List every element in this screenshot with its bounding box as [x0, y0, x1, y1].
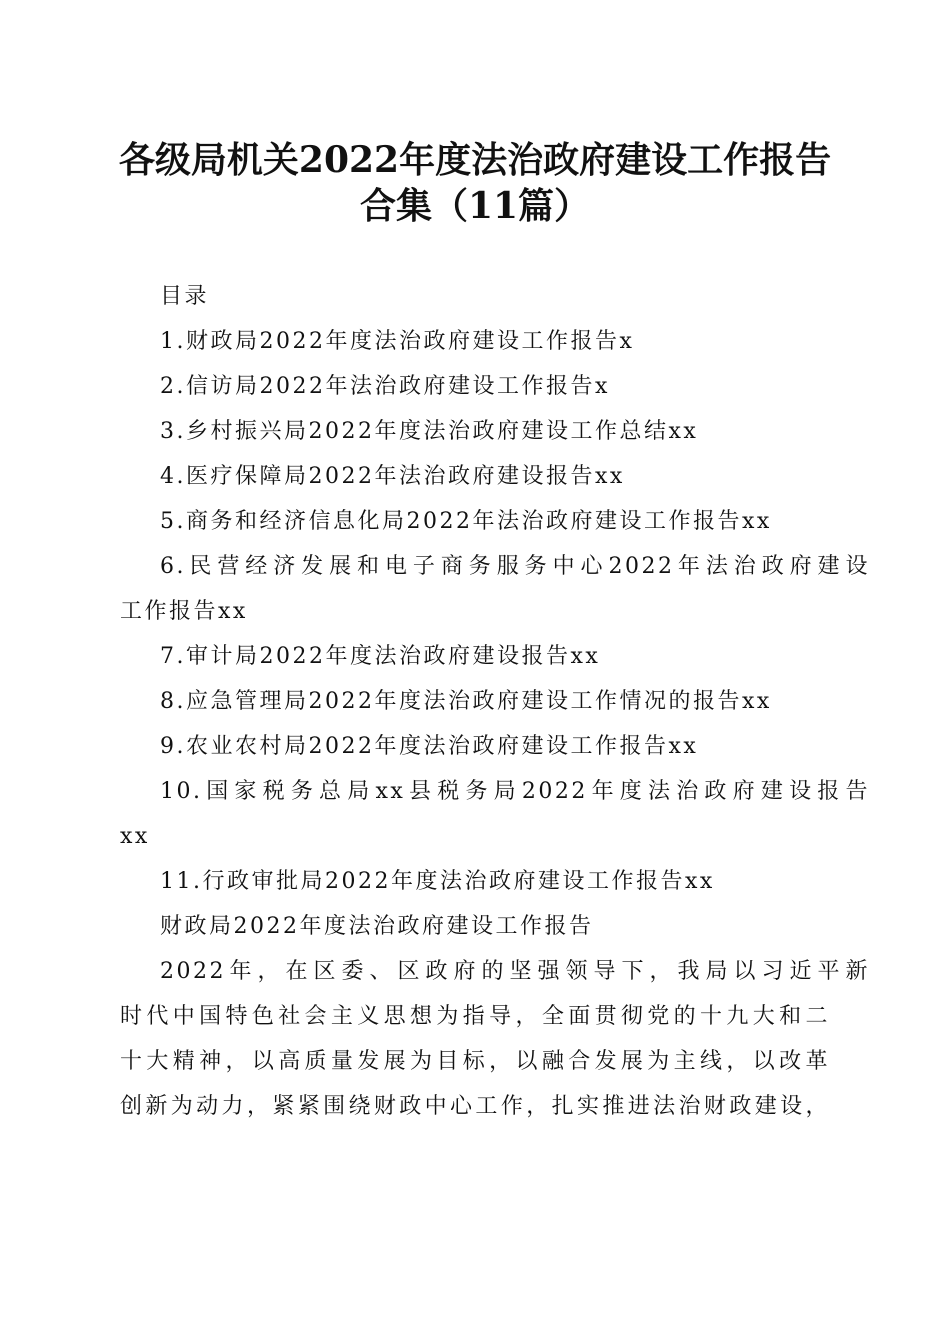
toc-item-10-continued: xx	[120, 824, 150, 849]
toc-item-5: 5.商务和经济信息化局2022年法治政府建设工作报告xx	[160, 509, 772, 534]
toc-item-10: 10.国家税务总局xx县税务局2022年度法治政府建设报告	[160, 779, 870, 804]
paragraph-line-3: 十大精神，以高质量发展为目标，以融合发展为主线，以改革	[120, 1049, 830, 1074]
document-title-line-1: 各级局机关2022年度法治政府建设工作报告	[118, 139, 832, 181]
toc-item-3: 3.乡村振兴局2022年度法治政府建设工作总结xx	[160, 419, 699, 444]
paragraph-line-1: 2022年，在区委、区政府的坚强领导下，我局以习近平新	[160, 959, 870, 984]
section-heading: 财政局2022年度法治政府建设工作报告	[160, 914, 594, 939]
paragraph-line-4: 创新为动力，紧紧围绕财政中心工作，扎实推进法治财政建设，	[120, 1094, 830, 1119]
toc-item-6: 6.民营经济发展和电子商务服务中心2022年法治政府建设	[160, 554, 870, 579]
paragraph-line-2: 时代中国特色社会主义思想为指导，全面贯彻党的十九大和二	[120, 1004, 830, 1029]
toc-item-9: 9.农业农村局2022年度法治政府建设工作报告xx	[160, 734, 699, 759]
toc-heading: 目录	[160, 284, 210, 309]
toc-item-6-continued: 工作报告xx	[120, 599, 248, 624]
toc-item-2: 2.信访局2022年法治政府建设工作报告x	[160, 374, 610, 399]
toc-item-8: 8.应急管理局2022年度法治政府建设工作情况的报告xx	[160, 689, 772, 714]
toc-item-11: 11.行政审批局2022年度法治政府建设工作报告xx	[160, 869, 715, 894]
toc-item-4: 4.医疗保障局2022年法治政府建设报告xx	[160, 464, 625, 489]
toc-item-1: 1.财政局2022年度法治政府建设工作报告x	[160, 329, 635, 354]
document-title-line-2: 合集（11篇）	[359, 185, 591, 227]
toc-item-7: 7.审计局2022年度法治政府建设报告xx	[160, 644, 601, 669]
